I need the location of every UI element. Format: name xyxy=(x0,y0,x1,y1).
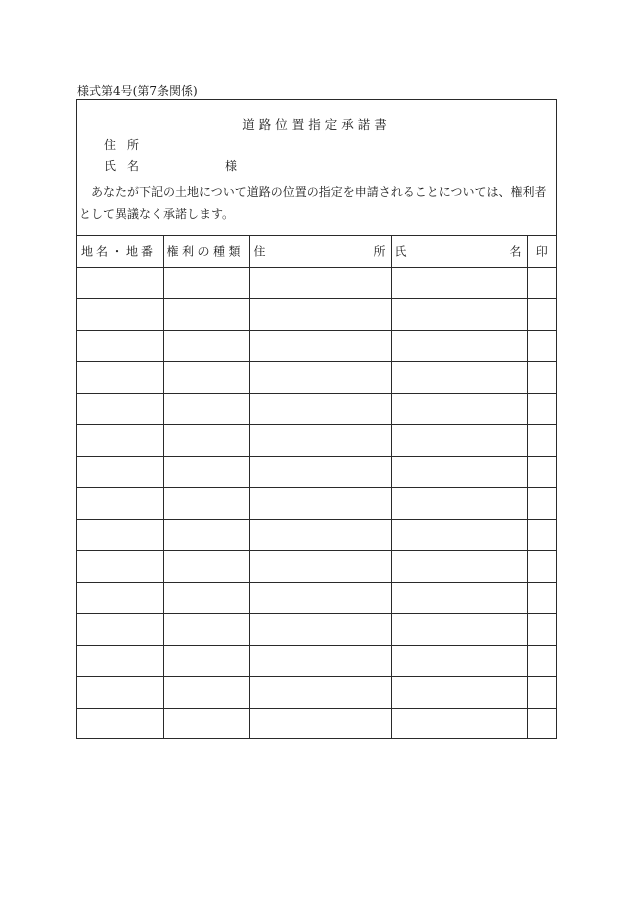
cell-address xyxy=(249,677,391,709)
cell-name xyxy=(391,330,527,362)
header-name xyxy=(391,236,527,268)
cell-chiban xyxy=(77,393,163,425)
header-address-right: 所 xyxy=(373,244,386,259)
form-number: 様式第4号(第7条関係) xyxy=(77,84,198,98)
cell-name xyxy=(391,299,527,331)
cell-address xyxy=(249,708,391,739)
cell-seal xyxy=(527,582,556,614)
cell-right-type xyxy=(163,582,249,614)
cell-right-type xyxy=(163,425,249,457)
cell-chiban xyxy=(77,456,163,488)
cell-seal xyxy=(527,425,556,457)
cell-right-type xyxy=(163,614,249,646)
cell-seal xyxy=(527,393,556,425)
cell-address xyxy=(249,362,391,394)
cell-seal xyxy=(527,677,556,709)
table-row xyxy=(77,456,556,488)
cell-name xyxy=(391,645,527,677)
cell-address xyxy=(249,299,391,331)
cell-right-type xyxy=(163,330,249,362)
cell-seal xyxy=(527,645,556,677)
table-row xyxy=(77,677,556,709)
cell-name xyxy=(391,677,527,709)
cell-seal xyxy=(527,488,556,520)
cell-seal xyxy=(527,614,556,646)
cell-right-type xyxy=(163,456,249,488)
cell-name xyxy=(391,708,527,739)
table-row xyxy=(77,582,556,614)
cell-right-type xyxy=(163,488,249,520)
table-row xyxy=(77,393,556,425)
cell-chiban xyxy=(77,488,163,520)
cell-right-type xyxy=(163,299,249,331)
cell-address xyxy=(249,425,391,457)
table-row xyxy=(77,330,556,362)
consent-statement: あなたが下記の土地について道路の位置の指定を申請されることについては、権利者として異議なく承諾します。 xyxy=(79,185,547,221)
cell-address xyxy=(249,614,391,646)
table-row xyxy=(77,645,556,677)
recipient-name-label: 氏名 xyxy=(104,159,151,173)
cell-chiban xyxy=(77,362,163,394)
cell-seal xyxy=(527,708,556,739)
cell-right-type xyxy=(163,677,249,709)
cell-name xyxy=(391,488,527,520)
cell-address xyxy=(249,393,391,425)
header-name-right: 名 xyxy=(509,244,522,259)
cell-chiban xyxy=(77,267,163,299)
table-row xyxy=(77,708,556,739)
cell-chiban xyxy=(77,425,163,457)
cell-right-type xyxy=(163,551,249,583)
cell-seal xyxy=(527,519,556,551)
table-row xyxy=(77,519,556,551)
cell-address xyxy=(249,267,391,299)
cell-name xyxy=(391,582,527,614)
cell-name xyxy=(391,519,527,551)
cell-chiban xyxy=(77,614,163,646)
cell-address xyxy=(249,551,391,583)
cell-chiban xyxy=(77,582,163,614)
cell-name xyxy=(391,456,527,488)
cell-chiban xyxy=(77,330,163,362)
cell-address xyxy=(249,456,391,488)
header-right-type: 権利の種類 xyxy=(163,236,249,268)
form-title: 道路位置指定承諾書 xyxy=(242,117,391,132)
consent-form xyxy=(76,99,557,739)
cell-name xyxy=(391,362,527,394)
cell-right-type xyxy=(163,393,249,425)
table-row xyxy=(77,488,556,520)
cell-address xyxy=(249,330,391,362)
cell-address xyxy=(249,582,391,614)
cell-seal xyxy=(527,299,556,331)
header-address-left: 住 xyxy=(253,244,266,259)
cell-name xyxy=(391,614,527,646)
cell-name xyxy=(391,267,527,299)
cell-chiban xyxy=(77,519,163,551)
table-row xyxy=(77,614,556,646)
table-header-row xyxy=(77,236,556,268)
cell-address xyxy=(249,519,391,551)
cell-seal xyxy=(527,456,556,488)
cell-right-type xyxy=(163,708,249,739)
cell-right-type xyxy=(163,267,249,299)
cell-seal xyxy=(527,330,556,362)
cell-chiban xyxy=(77,677,163,709)
cell-seal xyxy=(527,267,556,299)
honorific-sama: 様 xyxy=(225,159,238,173)
cell-seal xyxy=(527,362,556,394)
header-name-left: 氏 xyxy=(394,244,407,259)
cell-chiban xyxy=(77,299,163,331)
cell-chiban xyxy=(77,645,163,677)
recipient-address-label: 住所 xyxy=(104,138,151,152)
cell-name xyxy=(391,425,527,457)
cell-address xyxy=(249,488,391,520)
table-row xyxy=(77,551,556,583)
cell-seal xyxy=(527,551,556,583)
cell-right-type xyxy=(163,519,249,551)
cell-right-type xyxy=(163,362,249,394)
header-address xyxy=(249,236,391,268)
cell-address xyxy=(249,645,391,677)
table-row xyxy=(77,425,556,457)
cell-right-type xyxy=(163,645,249,677)
table-row xyxy=(77,362,556,394)
table-row xyxy=(77,299,556,331)
cell-chiban xyxy=(77,708,163,739)
table-row xyxy=(77,267,556,299)
cell-name xyxy=(391,551,527,583)
header-seal: 印 xyxy=(527,236,556,268)
header-chiban: 地名・地番 xyxy=(77,236,163,268)
rights-holder-table xyxy=(77,235,556,739)
cell-chiban xyxy=(77,551,163,583)
cell-name xyxy=(391,393,527,425)
